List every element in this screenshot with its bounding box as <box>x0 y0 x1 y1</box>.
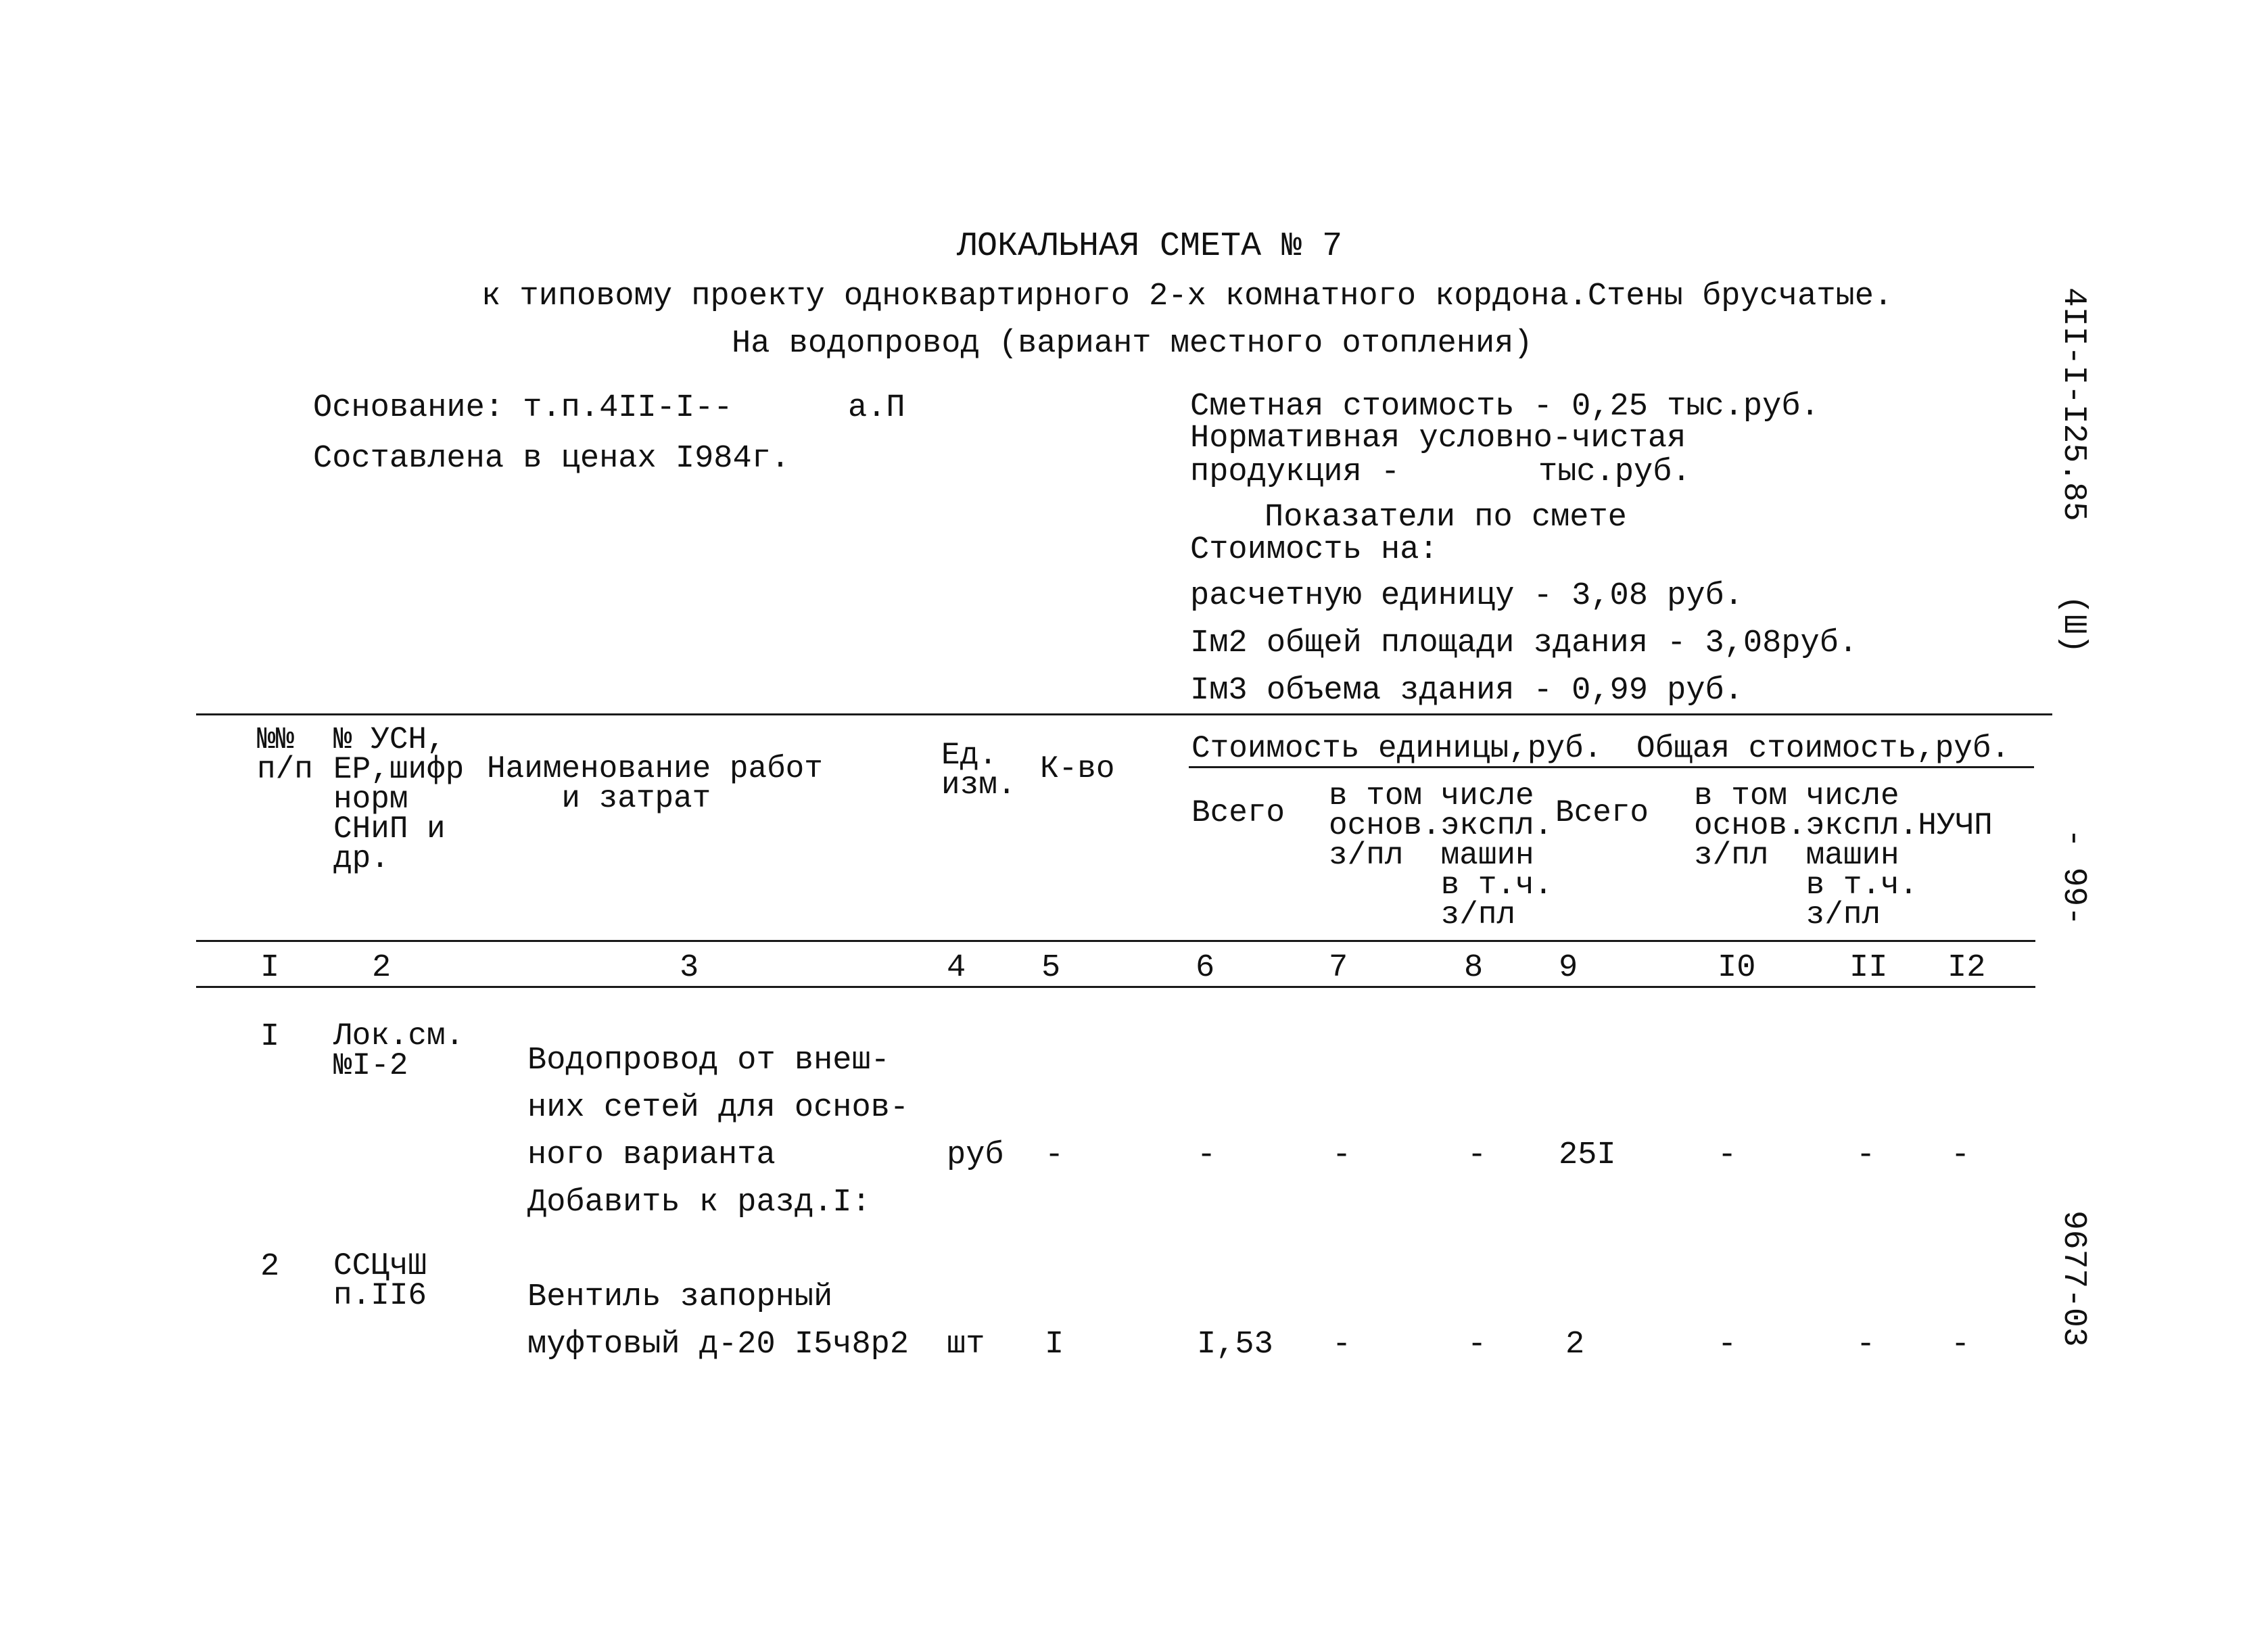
header-col-total-breakdown: в том числе основ.экспл.НУЧП з/пл машин в т.ч. з/пл <box>1694 778 1993 932</box>
column-numbers-rule <box>196 986 2035 988</box>
row-total-machine: - <box>1856 1137 1876 1173</box>
row-unit-total: I,53 <box>1197 1327 1273 1363</box>
basis-album: а.П <box>848 390 905 426</box>
page-number: - 99- <box>2055 828 2092 926</box>
table-top-rule <box>196 713 2052 715</box>
header-col-qty: К-во <box>1040 751 1115 786</box>
header-col-name: Наименование работ и затрат <box>487 751 823 816</box>
document-subject: На водопровод (вариант местного отопления) <box>732 326 1533 362</box>
header-col-code: № УСН, ЕР,шифр норм СНиП и др. <box>333 722 465 876</box>
row-name-line: Вентиль запорный <box>527 1279 833 1315</box>
row-unit-total: - <box>1197 1137 1216 1173</box>
column-number: I <box>260 950 280 986</box>
column-number: 4 <box>947 950 966 986</box>
estimated-cost: Сметная стоимость - 0,25 тыс.руб. <box>1190 389 1820 425</box>
header-col-unit-total: Всего <box>1191 795 1285 830</box>
row-total: 2 <box>1565 1327 1585 1363</box>
column-number: II <box>1849 950 1888 986</box>
header-col-unit-breakdown: в том числе основ.экспл. з/пл машин в т.ч. з/пл <box>1329 778 1553 932</box>
row-name-line: них сетей для основ- <box>527 1090 909 1126</box>
normative-unit: тыс.руб. <box>1538 454 1691 490</box>
row-unit: шт <box>947 1327 985 1363</box>
column-number: I2 <box>1947 950 1986 986</box>
row-number: I <box>260 1019 280 1055</box>
row-unit-machine: - <box>1467 1137 1487 1173</box>
row-name-line: Водопровод от внеш- <box>527 1043 890 1079</box>
column-number: 7 <box>1329 950 1348 986</box>
normative-line2: продукция - <box>1190 454 1400 490</box>
column-number: I0 <box>1718 950 1756 986</box>
column-number: 5 <box>1041 950 1061 986</box>
row-qty: - <box>1045 1137 1064 1173</box>
album-mark: (Ш) <box>2055 595 2092 654</box>
row-total: 25I <box>1559 1137 1616 1173</box>
row-total-machine: - <box>1856 1327 1876 1363</box>
row-total-wage: - <box>1718 1327 1737 1363</box>
price-level: Составлена в ценах I984г. <box>313 441 790 477</box>
column-number: 3 <box>680 950 699 986</box>
row-unit: руб <box>947 1137 1004 1173</box>
cost-group-rule <box>1189 766 2034 768</box>
row-number: 2 <box>260 1249 280 1285</box>
row-qty: I <box>1045 1327 1064 1363</box>
column-number: 9 <box>1559 950 1578 986</box>
header-unit-cost-group: Стоимость единицы,руб. <box>1191 731 1603 766</box>
cost-per-unit: расчетную единицу - 3,08 руб. <box>1190 578 1743 614</box>
row-code: ССЦчШ п.II6 <box>333 1248 427 1313</box>
header-col-number: №№ п/п <box>257 722 313 787</box>
row-unit-machine: - <box>1467 1327 1487 1363</box>
column-number: 2 <box>372 950 392 986</box>
row-code: Лок.см. №I-2 <box>333 1018 465 1083</box>
row-name-line: муфтовый д-20 I5ч8р2 <box>527 1327 909 1363</box>
section-note: Добавить к разд.I: <box>527 1185 871 1221</box>
cost-per-m2: Iм2 общей площади здания - 3,08руб. <box>1190 625 1858 661</box>
row-nuchp: - <box>1951 1327 1970 1363</box>
row-name-line: ного варианта <box>527 1137 776 1173</box>
document-subtitle: к типовому проекту одноквартирного 2-х комнатного кордона.Стены брусчатые. <box>481 279 1893 314</box>
column-number: 8 <box>1464 950 1484 986</box>
cost-on-label: Стоимость на: <box>1190 532 1438 568</box>
header-total-cost-group: Общая стоимость,руб. <box>1636 731 2010 766</box>
document-title: ЛОКАЛЬНАЯ СМЕТА № 7 <box>957 227 1343 266</box>
indicators-title: Показатели по смете <box>1265 500 1627 536</box>
header-bottom-rule <box>196 940 2035 942</box>
row-total-wage: - <box>1718 1137 1737 1173</box>
inventory-number: 9677-03 <box>2055 1210 2092 1347</box>
row-unit-wage: - <box>1332 1137 1352 1173</box>
header-col-total: Всего <box>1555 795 1649 830</box>
document-code: 4II-I-I25.85 <box>2055 287 2092 521</box>
row-unit-wage: - <box>1332 1327 1352 1363</box>
header-col-unit: Ед. изм. <box>941 738 1016 803</box>
column-number: 6 <box>1196 950 1215 986</box>
basis-label: Основание: т.п.4II-I-- <box>313 390 733 426</box>
row-nuchp: - <box>1951 1137 1970 1173</box>
cost-per-m3: Iм3 объема здания - 0,99 руб. <box>1190 673 1743 709</box>
normative-line1: Нормативная условно-чистая <box>1190 421 1686 456</box>
